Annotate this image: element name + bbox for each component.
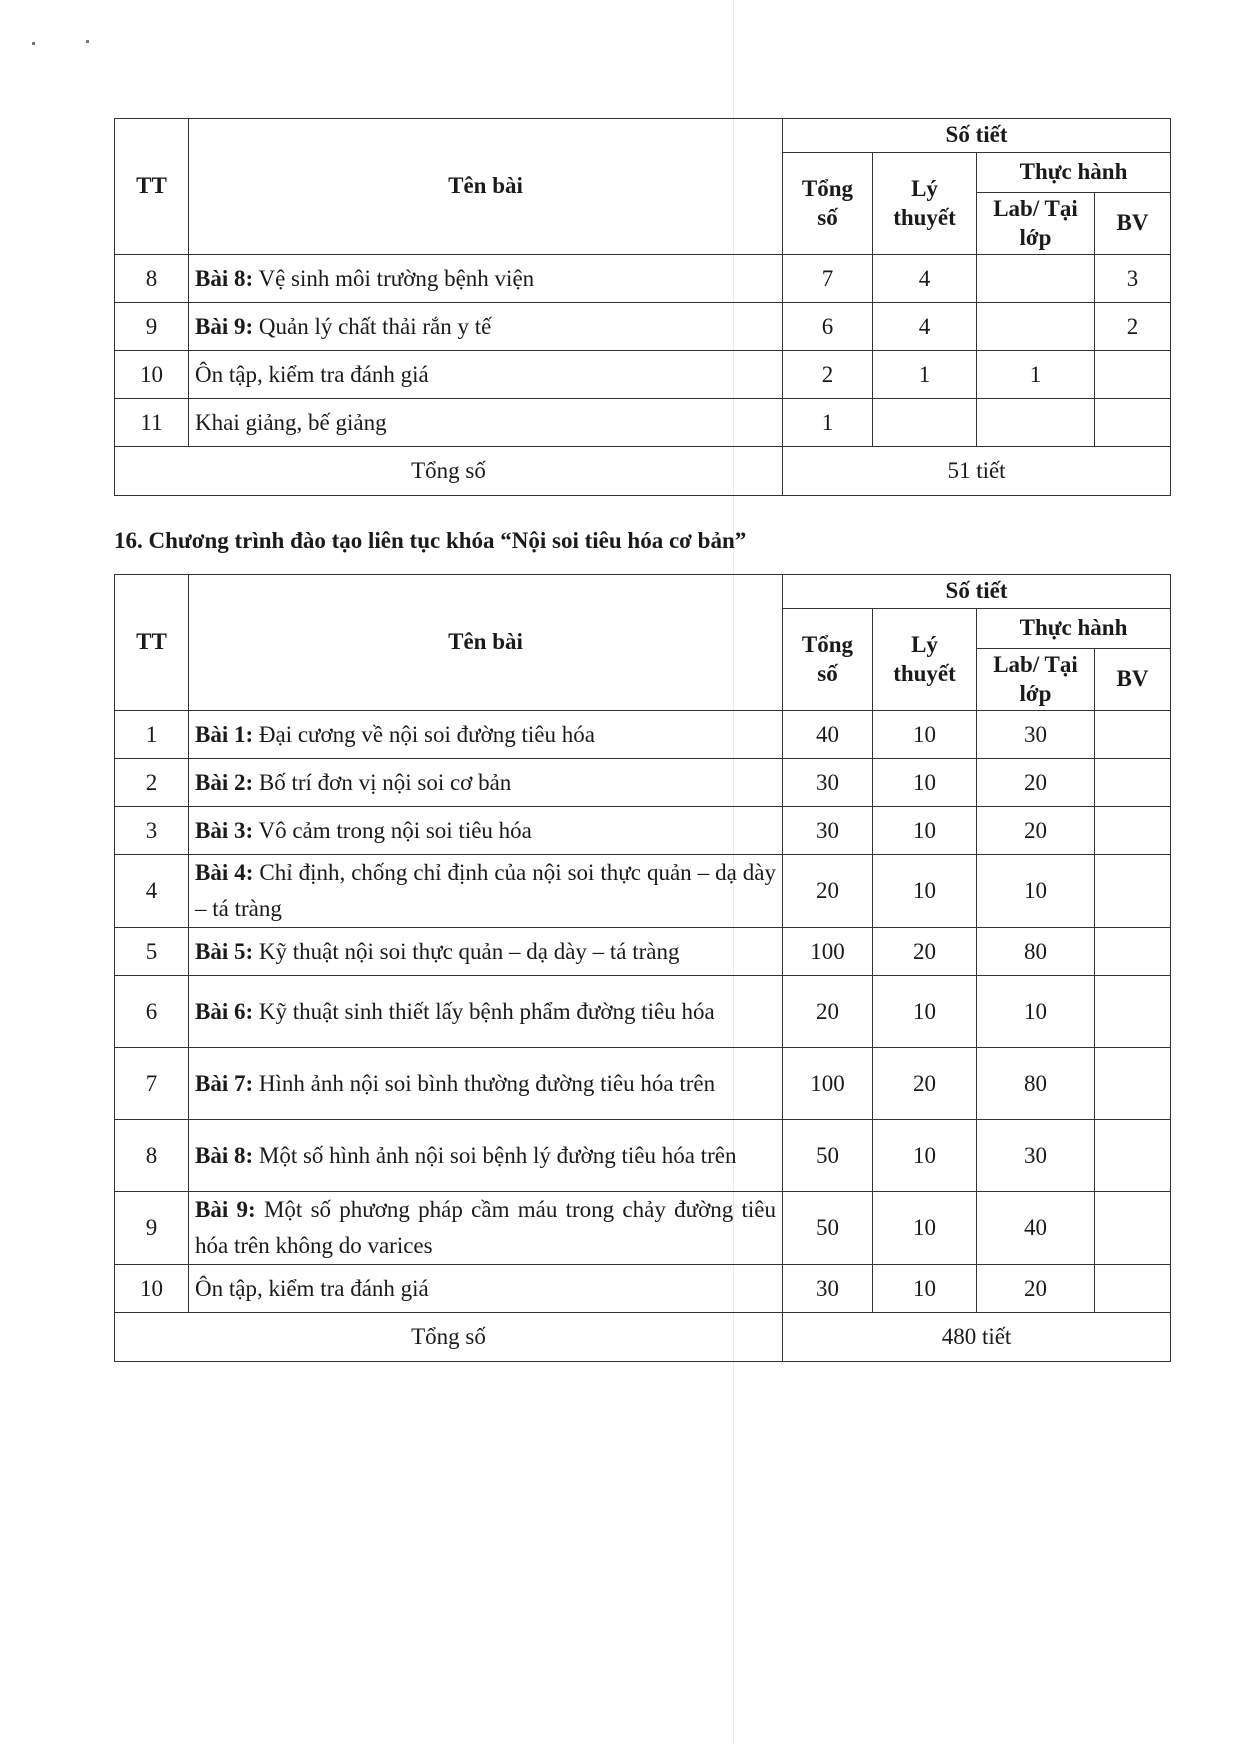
row-tong-so: 50: [783, 1120, 873, 1192]
row-name: [189, 855, 783, 928]
row-lab: 20: [977, 807, 1095, 855]
lesson-title: Ôn tập, kiểm tra đánh giá: [195, 1275, 429, 1301]
row-tong-so: 7: [783, 255, 873, 303]
total-row: [115, 1313, 1171, 1362]
scan-speck: [86, 40, 89, 43]
lesson-title: Một số hình ảnh nội soi bệnh lý đường tiêu hóa trên: [258, 1142, 737, 1168]
lesson-number: Bài 1:: [195, 721, 254, 747]
row-bv: 3: [1095, 255, 1171, 303]
row-ly-thuyet: 10: [873, 1265, 977, 1313]
row-bv: [1095, 1048, 1171, 1120]
table-row: [115, 711, 1171, 759]
row-ly-thuyet: 10: [873, 976, 977, 1048]
row-ly-thuyet: 4: [873, 303, 977, 351]
row-ly-thuyet: 10: [873, 1120, 977, 1192]
row-tt: 6: [115, 976, 189, 1048]
row-ly-thuyet: 10: [873, 759, 977, 807]
table-body: [115, 255, 1171, 447]
row-tong-so: 30: [783, 807, 873, 855]
row-ly-thuyet: 10: [873, 807, 977, 855]
row-name: [189, 303, 783, 351]
lesson-number: Bài 3:: [195, 817, 254, 843]
row-name: [189, 399, 783, 447]
row-lab: 10: [977, 976, 1095, 1048]
row-name: [189, 976, 783, 1048]
row-tong-so: 20: [783, 855, 873, 928]
total-row: [115, 447, 1171, 496]
row-name: [189, 351, 783, 399]
row-lab: 1: [977, 351, 1095, 399]
lesson-number: Bài 9:: [195, 1197, 256, 1222]
header-tong-so: Tổng số: [783, 609, 873, 711]
header-lab: Lab/ Tại lớp: [977, 649, 1095, 711]
row-tt: 11: [115, 399, 189, 447]
lesson-number: Bài 8:: [195, 1142, 254, 1168]
row-tt: 2: [115, 759, 189, 807]
header-bv: BV: [1095, 193, 1171, 255]
row-bv: [1095, 759, 1171, 807]
row-lab: 80: [977, 928, 1095, 976]
header-ly-thuyet: Lý thuyết: [873, 153, 977, 255]
row-ly-thuyet: 1: [873, 351, 977, 399]
row-name: [189, 711, 783, 759]
lesson-title: Kỹ thuật nội soi thực quản – dạ dày – tá tràng: [258, 938, 680, 964]
row-bv: [1095, 976, 1171, 1048]
row-bv: [1095, 351, 1171, 399]
row-name: [189, 1120, 783, 1192]
lesson-title: Ôn tập, kiểm tra đánh giá: [195, 361, 429, 387]
row-tong-so: 50: [783, 1192, 873, 1265]
header-bv: BV: [1095, 649, 1171, 711]
row-bv: [1095, 1120, 1171, 1192]
total-value: 51 tiết: [783, 447, 1171, 496]
row-name: [189, 255, 783, 303]
total-value: 480 tiết: [783, 1313, 1171, 1362]
section-title: 16. Chương trình đào tạo liên tục khóa “Nội soi tiêu hóa cơ bản”: [114, 528, 747, 553]
row-tong-so: 30: [783, 1265, 873, 1313]
row-tong-so: 100: [783, 1048, 873, 1120]
row-tong-so: 100: [783, 928, 873, 976]
table-row: [115, 399, 1171, 447]
header-tong-so: Tổng số: [783, 153, 873, 255]
lesson-number: Bài 7:: [195, 1070, 254, 1096]
row-lab: [977, 303, 1095, 351]
row-lab: 80: [977, 1048, 1095, 1120]
row-bv: [1095, 1192, 1171, 1265]
lesson-title: Vô cảm trong nội soi tiêu hóa: [258, 817, 532, 843]
lesson-title: Bố trí đơn vị nội soi cơ bản: [258, 769, 512, 795]
row-lab: 40: [977, 1192, 1095, 1265]
row-name: [189, 1192, 783, 1265]
row-name: [189, 928, 783, 976]
table-header: [115, 119, 1171, 255]
lesson-title: Kỹ thuật sinh thiết lấy bệnh phẩm đường tiêu hóa: [258, 998, 715, 1024]
curriculum-table-2: [114, 574, 1171, 1362]
table-row: [115, 351, 1171, 399]
row-name: [189, 807, 783, 855]
lesson-number: Bài 9:: [195, 313, 254, 339]
lesson-number: Bài 6:: [195, 998, 254, 1024]
row-tt: 9: [115, 1192, 189, 1265]
row-bv: 2: [1095, 303, 1171, 351]
table-row: [115, 1265, 1171, 1313]
table-header: [115, 575, 1171, 711]
curriculum-table-1: [114, 118, 1171, 496]
row-tt: 10: [115, 351, 189, 399]
row-name: [189, 1265, 783, 1313]
row-ly-thuyet: 10: [873, 711, 977, 759]
row-tt: 8: [115, 1120, 189, 1192]
row-bv: [1095, 1265, 1171, 1313]
row-name: [189, 1048, 783, 1120]
row-bv: [1095, 711, 1171, 759]
row-tt: 4: [115, 855, 189, 928]
row-bv: [1095, 928, 1171, 976]
total-label: Tổng số: [115, 447, 783, 496]
row-lab: 10: [977, 855, 1095, 928]
header-so-tiet: Số tiết: [783, 575, 1171, 609]
row-lab: [977, 399, 1095, 447]
row-ly-thuyet: 20: [873, 928, 977, 976]
lesson-number: Bài 4:: [195, 860, 254, 885]
row-tt: 5: [115, 928, 189, 976]
row-tt: 8: [115, 255, 189, 303]
row-tong-so: 6: [783, 303, 873, 351]
lesson-title: Một số phương pháp cầm máu trong chảy đường tiêu hóa trên không do varices: [195, 1197, 777, 1258]
row-tt: 9: [115, 303, 189, 351]
table-row: [115, 1120, 1171, 1192]
header-ten-bai: Tên bài: [189, 575, 783, 711]
row-tong-so: 30: [783, 759, 873, 807]
row-tong-so: 20: [783, 976, 873, 1048]
row-tong-so: 40: [783, 711, 873, 759]
row-tt: 3: [115, 807, 189, 855]
header-thuc-hanh: Thực hành: [977, 609, 1171, 649]
lesson-title: Vệ sinh môi trường bệnh viện: [258, 265, 535, 291]
table-row: [115, 759, 1171, 807]
lesson-title: Hình ảnh nội soi bình thường đường tiêu hóa trên: [258, 1070, 716, 1096]
row-tt: 1: [115, 711, 189, 759]
table-row: [115, 976, 1171, 1048]
lesson-title: Đại cương về nội soi đường tiêu hóa: [258, 721, 595, 747]
lesson-number: Bài 5:: [195, 938, 254, 964]
row-tong-so: 2: [783, 351, 873, 399]
row-ly-thuyet: [873, 399, 977, 447]
row-lab: 30: [977, 711, 1095, 759]
lesson-title: Chỉ định, chống chỉ định của nội soi thực quản – dạ dày – tá tràng: [195, 860, 777, 921]
header-tt: TT: [115, 575, 189, 711]
table-row: [115, 1048, 1171, 1120]
header-ly-thuyet: Lý thuyết: [873, 609, 977, 711]
row-bv: [1095, 855, 1171, 928]
row-ly-thuyet: 4: [873, 255, 977, 303]
table-row: [115, 255, 1171, 303]
header-ten-bai: Tên bài: [189, 119, 783, 255]
row-ly-thuyet: 10: [873, 855, 977, 928]
table-row: [115, 855, 1171, 928]
table-row: [115, 807, 1171, 855]
row-tt: 10: [115, 1265, 189, 1313]
table-row: [115, 303, 1171, 351]
row-bv: [1095, 807, 1171, 855]
row-lab: 20: [977, 759, 1095, 807]
scan-speck: [32, 42, 35, 45]
lesson-title: Khai giảng, bế giảng: [195, 409, 387, 435]
header-so-tiet: Số tiết: [783, 119, 1171, 153]
total-label: Tổng số: [115, 1313, 783, 1362]
header-tt: TT: [115, 119, 189, 255]
lesson-number: Bài 8:: [195, 265, 254, 291]
header-lab: Lab/ Tại lớp: [977, 193, 1095, 255]
table-body: [115, 711, 1171, 1313]
row-ly-thuyet: 10: [873, 1192, 977, 1265]
table-row: [115, 928, 1171, 976]
row-ly-thuyet: 20: [873, 1048, 977, 1120]
row-lab: 20: [977, 1265, 1095, 1313]
header-thuc-hanh: Thực hành: [977, 153, 1171, 193]
row-lab: 30: [977, 1120, 1095, 1192]
lesson-title: Quản lý chất thải rắn y tế: [258, 313, 492, 339]
row-bv: [1095, 399, 1171, 447]
row-tt: 7: [115, 1048, 189, 1120]
row-lab: [977, 255, 1095, 303]
table-row: [115, 1192, 1171, 1265]
row-name: [189, 759, 783, 807]
row-tong-so: 1: [783, 399, 873, 447]
lesson-number: Bài 2:: [195, 769, 254, 795]
